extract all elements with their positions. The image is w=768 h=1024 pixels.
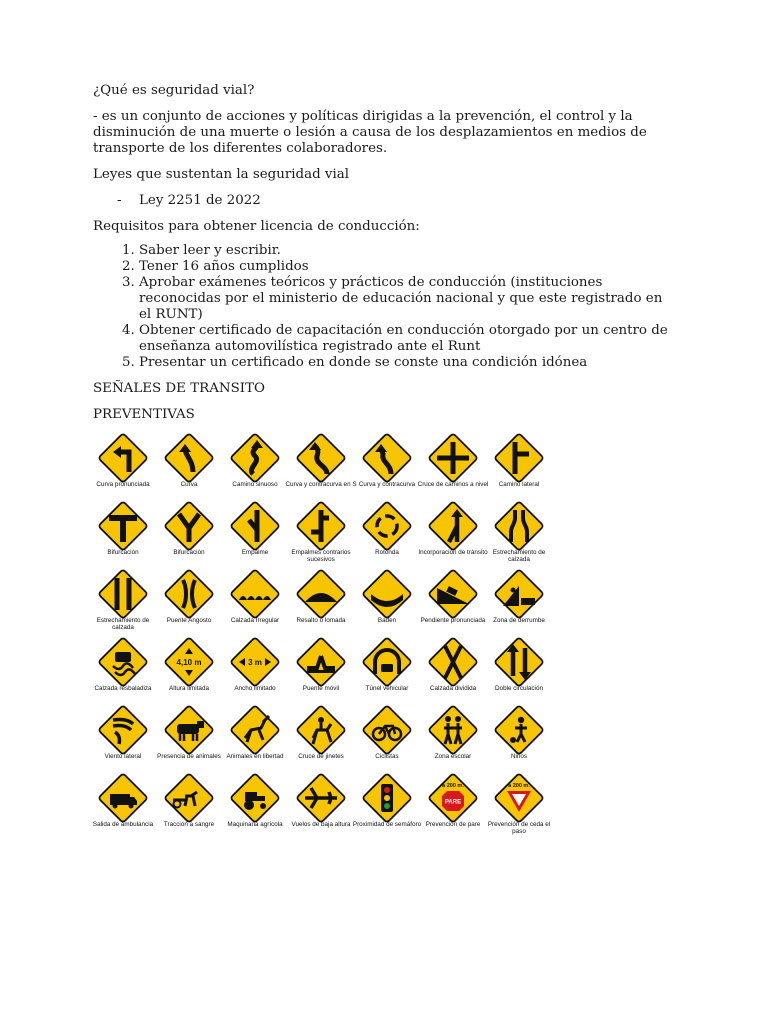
curve-icon — [159, 428, 219, 488]
sign-caption: Vuelos de baja altura — [291, 821, 351, 828]
s-curve-icon — [291, 428, 351, 488]
sign-cell — [486, 564, 552, 632]
sign-cell — [288, 700, 354, 768]
airplane-icon — [291, 768, 351, 828]
sign-caption: Calzada dividida — [429, 685, 477, 692]
sign-caption: Animales en libertad — [226, 753, 284, 760]
merging-traffic-icon — [423, 496, 483, 556]
yield-ahead-icon — [489, 768, 549, 828]
school-zone-icon — [423, 700, 483, 760]
sign-cell — [420, 564, 486, 632]
height-limit-icon — [159, 632, 219, 692]
sign-caption: Cruce de caminos a nivel — [417, 481, 489, 488]
sign-caption: Puente móvil — [302, 685, 340, 692]
sign-cell — [222, 632, 288, 700]
crossroads-icon — [423, 428, 483, 488]
sign-caption: Pendiente pronunciada — [420, 617, 486, 624]
svg-text:3 m: 3 m — [248, 658, 262, 667]
sign-cell — [354, 768, 420, 836]
side-road-icon — [489, 428, 549, 488]
sign-caption: Cruce de jinetes — [298, 753, 344, 760]
horse-rider-icon — [291, 700, 351, 760]
signs-heading: SEÑALES DE TRANSITO — [93, 381, 265, 396]
sign-caption: Túnel vehicular — [365, 685, 409, 692]
sign-caption: Bifurcación — [107, 549, 139, 556]
stop-ahead-icon — [423, 768, 483, 828]
sign-caption: Empalme — [241, 549, 269, 556]
sign-cell — [222, 428, 288, 496]
two-way-traffic-icon — [489, 632, 549, 692]
movable-bridge-icon — [291, 632, 351, 692]
sign-caption: Curva pronunciada — [96, 481, 150, 488]
definition-paragraph: - es un conjunto de acciones y políticas dirigidas a la prevención, el control y la disminución de una muerte o lesión a causa de los desplazamientos en medios de transporte de los diferentes colaboradores. — [93, 109, 647, 156]
y-junction-icon — [159, 496, 219, 556]
narrow-bridge-icon — [159, 564, 219, 624]
steep-grade-icon — [423, 564, 483, 624]
sign-caption: Curva — [180, 481, 198, 488]
sign-caption: Incorporación de tránsito — [418, 549, 488, 556]
sign-cell — [354, 428, 420, 496]
sign-caption: Bifurcación — [173, 549, 205, 556]
sign-cell — [90, 496, 156, 564]
sign-cell — [354, 564, 420, 632]
sign-caption: Baden — [377, 617, 397, 624]
sign-caption: Viento lateral — [104, 753, 142, 760]
sign-caption: Puente Angosto — [166, 617, 212, 624]
sign-cell — [354, 700, 420, 768]
sign-cell — [420, 632, 486, 700]
requirement-item: 1. Saber leer y escribir. — [139, 243, 673, 259]
law-item: - Ley 2251 de 2022 — [93, 193, 673, 209]
sign-cell — [90, 564, 156, 632]
question-heading: ¿Qué es seguridad vial? — [93, 83, 255, 98]
sharp-curve-left-icon — [93, 428, 153, 488]
sign-caption: Salida de ambulancia — [92, 821, 154, 828]
sign-caption: Prevención de pare — [425, 821, 481, 828]
svg-text:4,10 m: 4,10 m — [176, 658, 202, 667]
sign-cell — [420, 496, 486, 564]
svg-text:PARE: PARE — [444, 799, 462, 806]
sign-caption: Altura limitada — [169, 685, 209, 692]
sign-caption: Resalto o lomada — [296, 617, 346, 624]
sign-caption: Calzada Irregular — [230, 617, 280, 624]
sign-caption: Zona de derrumbe — [493, 617, 545, 624]
children-icon — [489, 700, 549, 760]
sign-cell — [156, 768, 222, 836]
sign-caption: Ciclistas — [375, 753, 399, 760]
sign-cell — [420, 700, 486, 768]
winding-road-icon — [225, 428, 285, 488]
sign-cell — [288, 632, 354, 700]
sign-cell — [222, 700, 288, 768]
sign-caption: Calzada resbaladiza — [94, 685, 152, 692]
sign-caption: Proximidad de semáforo — [352, 821, 422, 828]
deer-icon — [225, 700, 285, 760]
sign-cell — [288, 564, 354, 632]
sign-cell — [90, 428, 156, 496]
sign-cell — [486, 700, 552, 768]
preventive-signs-grid — [90, 428, 560, 836]
sign-caption: Presencia de animales — [157, 753, 221, 760]
uneven-road-icon — [225, 564, 285, 624]
svg-text:a 200 m.: a 200 m. — [442, 783, 464, 789]
sign-caption: Camino lateral — [498, 481, 540, 488]
speed-hump-icon — [291, 564, 351, 624]
sign-caption: Estrechamiento de calzada — [492, 549, 546, 563]
road-narrows-icon — [489, 496, 549, 556]
crosswind-icon — [93, 700, 153, 760]
staggered-junction-icon — [291, 496, 351, 556]
sign-cell — [156, 700, 222, 768]
sign-caption: Empalmes contrarios sucesivos — [291, 549, 351, 563]
roundabout-icon — [357, 496, 417, 556]
sign-cell — [222, 496, 288, 564]
sign-cell — [156, 564, 222, 632]
sign-caption: Curva y contracurva en S — [285, 481, 357, 488]
sign-cell — [420, 768, 486, 836]
requirement-item: 3. Aprobar exámenes teóricos y prácticos de conducción (instituciones reconocidas por el ministerio de educación nacional y que este registrado en el RUNT) — [139, 275, 673, 323]
merge-icon — [225, 496, 285, 556]
sign-caption: Curva y contracurva — [358, 481, 416, 488]
sign-cell — [222, 768, 288, 836]
width-limit-icon — [225, 632, 285, 692]
sign-cell — [222, 564, 288, 632]
sign-cell — [486, 768, 552, 836]
requirement-item: 5. Presentar un certificado en donde se conste una condición idónea — [139, 355, 673, 371]
dip-icon — [357, 564, 417, 624]
reverse-curve-icon — [357, 428, 417, 488]
sign-cell — [288, 768, 354, 836]
document-text — [93, 83, 673, 423]
sign-caption: Prevención de ceda el paso — [487, 821, 551, 835]
sign-caption: Rotonda — [375, 549, 399, 556]
sign-cell — [354, 496, 420, 564]
laws-heading: Leyes que sustentan la seguridad vial — [93, 167, 350, 182]
sign-cell — [90, 700, 156, 768]
sign-cell — [285, 428, 357, 496]
sign-caption: Doble circulación — [495, 685, 543, 692]
sign-caption: Niños — [510, 753, 528, 760]
sign-caption: Tracción a sangre — [163, 821, 215, 828]
sign-cell — [417, 428, 489, 496]
landslide-icon — [489, 564, 549, 624]
sign-cell — [288, 496, 354, 564]
horse-cart-icon — [159, 768, 219, 828]
tunnel-icon — [357, 632, 417, 692]
sign-cell — [156, 632, 222, 700]
sign-caption: Zona escolar — [434, 753, 472, 760]
sign-cell — [354, 632, 420, 700]
cattle-icon — [159, 700, 219, 760]
requirements-list — [93, 243, 673, 371]
sign-cell — [90, 768, 156, 836]
preventive-heading: PREVENTIVAS — [93, 407, 195, 422]
sign-cell — [486, 496, 552, 564]
sign-caption: Maquinaria agrícola — [227, 821, 283, 828]
sign-caption: Camino sinuoso — [232, 481, 278, 488]
t-junction-icon — [93, 496, 153, 556]
requirements-heading: Requisitos para obtener licencia de conducción: — [93, 219, 420, 234]
ambulance-icon — [93, 768, 153, 828]
sign-cell — [486, 428, 552, 496]
sign-caption: Estrechamiento de calzada — [96, 617, 150, 631]
traffic-light-icon — [357, 768, 417, 828]
road-narrows-both-icon — [93, 564, 153, 624]
divided-road-icon — [423, 632, 483, 692]
requirement-item: 2. Tener 16 años cumplidos — [139, 259, 673, 275]
bicycle-icon — [357, 700, 417, 760]
requirement-item: 4. Obtener certificado de capacitación en conducción otorgado por un centro de enseñanza automovilística registrado ante el Runt — [139, 323, 673, 355]
sign-caption: Ancho limitado — [234, 685, 276, 692]
laws-list — [93, 193, 673, 209]
slippery-road-icon — [93, 632, 153, 692]
sign-cell — [156, 496, 222, 564]
tractor-icon — [225, 768, 285, 828]
svg-text:a 200 m.: a 200 m. — [508, 783, 530, 789]
sign-cell — [486, 632, 552, 700]
sign-cell — [90, 632, 156, 700]
sign-cell — [156, 428, 222, 496]
